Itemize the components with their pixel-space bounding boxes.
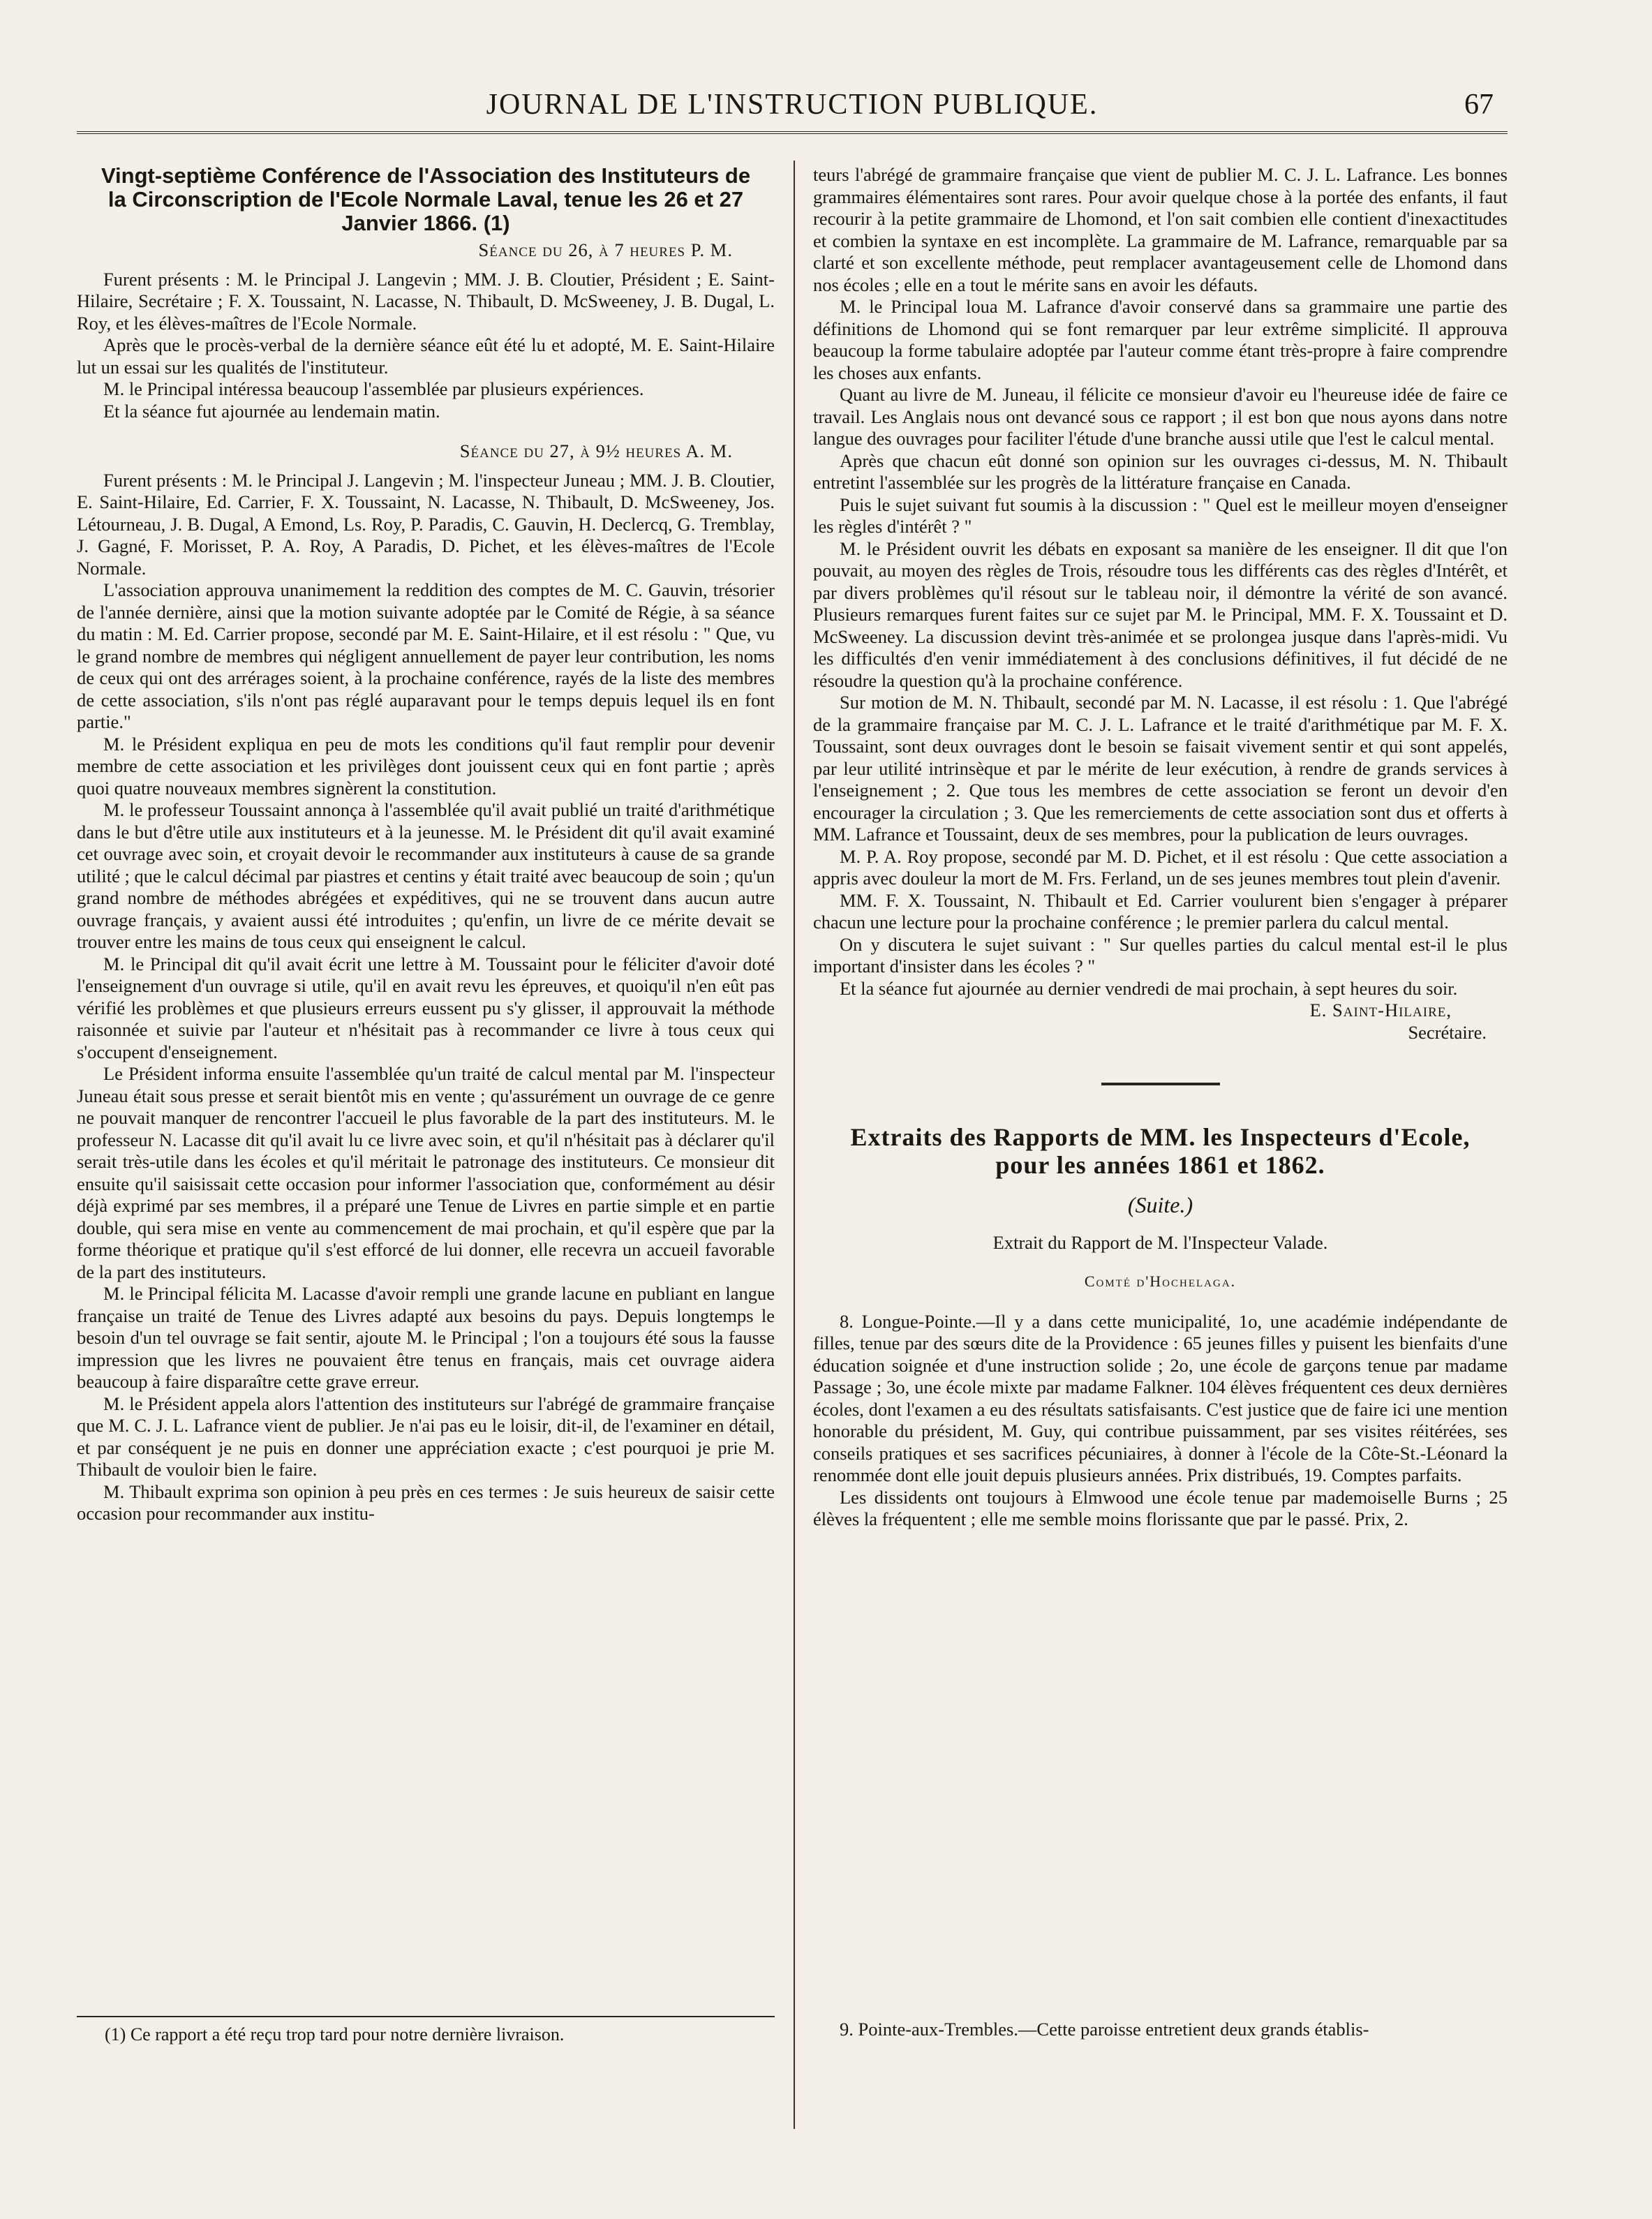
head-rule [77,131,1508,136]
paragraph: Et la séance fut ajournée au lendemain matin. [103,400,440,422]
continuation-note: (Suite.) [1127,1192,1193,1217]
paragraph: M. le Principal intéressa beaucoup l'assemblée par plusieurs expériences. [103,378,644,399]
signature-name: E. Saint-Hilaire, [1309,1000,1452,1021]
left-column [77,164,775,1525]
paragraph: M. le Principal loua M. Lafrance d'avoir conservé dans sa grammaire une partie des définitions de Lhomond qui se font remarquer par leur extrême simplicité. Il approuva beaucoup la forme tabulaire adoptée par l'auteur comme étant très-propre à faire comprendre les choses aux enfants. [813,296,1508,383]
paragraph: MM. F. X. Toussaint, N. Thibault et Ed. Carrier voulurent bien s'engager à préparer chacun une lecture pour la prochaine conférence ; le premier parlera du calcul mental. [813,889,1508,933]
paragraph: 8. Longue-Pointe.—Il y a dans cette municipalité, 1o, une académie indépendante de filles, tenue par des sœurs dite de la Providence : 65 jeunes filles y puisent les bienfaits d'une éducation soignée et d'une instruction solide ; 2o, une école de garçons tenue par madame Passage ; 3o, une école mixte par madame Falkner. 104 élèves fréquentent ces deux dernières écoles, dont l'examen a eu des résultats satisfaisants. C'est justice que de faire ici une mention honorable du président, M. Guy, qui contribue puissamment, par ses visites réitérées, ses conseils pratiques et ses sacrifices pécuniaires, à donner à l'école de la Côte-St.-Léonard la renommée dont elle jouit depuis plusieurs années. Prix distribués, 19. Comptes parfaits. [813,1310,1508,1485]
paragraph: M. le Président expliqua en peu de mots les conditions qu'il faut remplir pour devenir membre de cette association et les privilèges dont jouissent ceux qui en font partie ; après quoi quatre nouveaux membres signèrent la constitution. [77,733,775,799]
paragraph: L'association approuva unanimement la reddition des comptes de M. C. Gauvin, trésorier de l'année dernière, ainsi que la motion suivante adoptée par le Comité de Régie, à sa séance du matin : M. Ed. Carrier propose, secondé par M. E. Saint-Hilaire, et il est résolu : " Que, vu le grand nombre de membres qui négligent annuellement de payer leur contribution, les noms de ceux qui ont des arrérages soient, à la prochaine conférence, rayés de la liste des membres de cette association, s'ils n'ont pas réglé auparavant pour le temps depuis lequel ils en font partie." [77,579,775,732]
paragraph: Furent présents : M. le Principal J. Langevin ; MM. J. B. Cloutier, Président ; E. Saint-Hilaire, Secrétaire ; F. X. Toussaint, N. Lacasse, N. Thibault, D. McSweeney, J. B. Dugal, L. Roy, et les élèves-maîtres de l'Ecole Normale. [77,268,775,334]
extract-heading: Extrait du Rapport de M. l'Inspecteur Valade. [992,1231,1328,1253]
paragraph: Le Président informa ensuite l'assemblée qu'un traité de calcul mental par M. l'inspecteur Juneau était sous presse et serait bientôt mis en vente ; qu'assurément un ouvrage de ce genre ne pouvait manquer de rencontrer l'accueil le plus favorable de la part des instituteurs. M. le professeur N. Lacasse dit qu'il avait lu ce livre avec soin, et qu'il n'hésitait pas à déclarer qu'il serait très-utile dans les écoles et qu'il méritait le patronage des instituteurs. Ce monsieur dit ensuite qu'il saisissait cette occasion pour informer l'association que, conformément au désir déjà exprimé par ses membres, il a préparé une Tenue de Livres en partie simple et en partie double, qui sera mise en vente au commencement de mai prochain, et qu'il espère que par la forme théorique et pratique qu'il s'est efforcé de lui donner, elle recevra un accueil favorable de la part des instituteurs. [77,1063,775,1282]
paragraph: M. le Président ouvrit les débats en exposant sa manière de les enseigner. Il dit que l'on pouvait, au moyen des règles de Trois, résoudre tous les différents cas des règles d'Intérêt, et par divers problèmes qu'il résout sur le tableau noir, il démontre la vérité de son avancé. Plusieurs remarques furent faites sur ce sujet par M. le Principal, MM. F. X. Toussaint et D. McSweeney. La discussion devint très-animée et se prolongea jusque dans l'après-midi. Vu les difficultés d'en venir immédiatement à des conclusions définitives, il fut décidé de ne résoudre la question qu'à la prochaine conférence. [813,537,1508,691]
paragraph: On y discutera le sujet suivant : " Sur quelles parties du calcul mental est-il le plus important d'insister dans les écoles ? " [813,933,1508,977]
paragraph: M. le Président appela alors l'attention des instituteurs sur l'abrégé de grammaire française que M. C. J. L. Lafrance vient de publier. Je n'ai pas eu le loisir, dit-il, de l'examiner en détail, et par conséquent je ne puis en donner une appréciation exacte ; c'est pourquoi je prie M. Thibault de vouloir bien le faire. [77,1393,775,1480]
paragraph: M. le Principal dit qu'il avait écrit une lettre à M. Toussaint pour le féliciter d'avoir doté l'enseignement d'un ouvrage si utile, qu'il en avait revu les épreuves, et quoiqu'il n'en eût pas vérifié les problèmes et que plusieurs erreurs eussent pu s'y glisser, il approuvait la méthode raisonnée et suivie par l'auteur et n'hésitait pas à recommander ce livre à tous ceux qui s'occupent d'enseignement. [77,953,775,1062]
footnote: (1) Ce rapport a été reçu trop tard pour notre dernière livraison. [105,2024,565,2044]
running-head [77,84,1508,133]
paragraph: Sur motion de M. N. Thibault, secondé par M. N. Lacasse, il est résolu : 1. Que l'abrégé de la grammaire française par M. C. J. L. Lafrance et le traité d'arithmétique par M. F. X. Toussaint, sont deux ouvrages dont le besoin se faisait vivement sentir et qui sont appelés, par leur utilité intrinsèque et par le mérite de leur exécution, à rendre de grands services à l'enseignement ; 2. Que tous les membres de cette association se feront un devoir d'en encourager la circulation ; 3. Que les remerciements de cette association sont dus et offerts à MM. Lafrance et Toussaint, deux de ses membres, pour la publication de leurs ouvrages. [813,692,1508,845]
paragraph: Les dissidents ont toujours à Elmwood une école tenue par mademoiselle Burns ; 25 élèves la fréquentent ; elle me semble moins florissante que par le passé. Prix, 2. [813,1486,1508,1529]
article-title: Vingt-septième Conférence de l'Association des Instituteurs de la Circonscription de l'Ecole Normale Laval, tenue les 26 et 27 Janvier 1866. (1) [101,163,751,235]
column-divider [794,161,795,2129]
section-separator [1101,1083,1220,1085]
running-title: JOURNAL DE L'INSTRUCTION PUBLIQUE. [486,89,1099,121]
paragraph: M. P. A. Roy propose, secondé par M. D. Pichet, et il est résolu : Que cette association a appris avec douleur la mort de M. Frs. Ferland, un de ses jeunes membres tout plein d'avenir. [813,845,1508,889]
paragraph: Puis le sujet suivant fut soumis à la discussion : " Quel est le meilleur moyen d'enseigner les règles d'intérêt ? " [813,493,1508,537]
paragraph: Après que le procès-verbal de la dernière séance eût été lu et adopté, M. E. Saint-Hilaire lut un essai sur les qualités de l'instituteur. [77,334,775,378]
paragraph: Après que chacun eût donné son opinion sur les ouvrages ci-dessus, M. N. Thibault entretint l'assemblée sur les progrès de la littérature française en Canada. [813,450,1508,493]
paragraph: Furent présents : M. le Principal J. Langevin ; M. l'inspecteur Juneau ; MM. J. B. Cloutier, E. Saint-Hilaire, Ed. Carrier, F. X. Toussaint, N. Lacasse, N. Thibault, D. McSweeney, Jos. Létourneau, J. B. Dugal, A Emond, Ls. Roy, P. Paradis, C. Gauvin, H. Declercq, G. Tremblay, J. Gagné, F. Morisset, P. A. Roy, A Paradis, D. Pichet, et les élèves-maîtres de l'Ecole Normale. [77,469,775,579]
article-title: Extraits des Rapports de MM. les Inspecteurs d'Ecole, pour les années 1861 et 1862. [850,1123,1471,1179]
right-column [813,164,1508,1531]
footnote-rule [77,2016,775,2017]
paragraph: teurs l'abrégé de grammaire française que vient de publier M. C. J. L. Lafrance. Les bonnes grammaires élémentaires sont rares. Pour avoir quelque chose à la portée des enfants, il faut recourir à la petite grammaire de Lhomond, et l'on sait combien elle contient d'inexactitudes et combien la syntaxe en est incomplète. La grammaire de M. Lafrance, remarquable par sa clarté et son excellente méthode, peut remplacer avantageusement celle de Lhomond dans nos écoles ; elle en a tout le mérite sans en avoir les défauts. [813,164,1508,295]
session-heading: Séance du 27, à 9½ heures A. M. [459,440,733,461]
signature-role: Secrétaire. [1408,1021,1487,1043]
county-heading: Comté d'Hochelaga. [1084,1272,1237,1290]
page-number: 67 [1464,89,1494,121]
journal-page [77,77,1508,2178]
paragraph: Et la séance fut ajournée au dernier vendredi de mai prochain, à sept heures du soir. [840,977,1458,999]
continued-line: 9. Pointe-aux-Trembles.—Cette paroisse entretient deux grands établis- [840,2019,1369,2040]
paragraph: Quant au livre de M. Juneau, il félicite ce monsieur d'avoir eu l'heureuse idée de faire ce travail. Les Anglais nous ont devancé sous ce rapport ; il est bon que nous ayons dans notre langue des ouvrages pour faciliter l'étude d'une branche aussi utile que l'est le calcul mental. [813,384,1508,449]
paragraph: M. Thibault exprima son opinion à peu près en ces termes : Je suis heureux de saisir cette occasion pour recommander aux institu- [77,1480,775,1524]
paragraph: M. le Principal félicita M. Lacasse d'avoir rempli une grande lacune en publiant en langue française un traité de Tenue des Livres adapté aux besoins du pays. Depuis longtemps le besoin d'un tel ouvrage se fait sentir, ajoute M. le Principal ; l'on a toujours été sous la fausse impression que les livres ne pouvaient être tenus en français, mais cet ouvrage aidera beaucoup à faire disparaître cette grave erreur. [77,1283,775,1392]
session-heading: Séance du 26, à 7 heures P. M. [478,239,733,260]
paragraph: M. le professeur Toussaint annonça à l'assemblée qu'il avait publié un traité d'arithmétique dans le but d'être utile aux instituteurs et à la jeunesse. M. le Président dit qu'il avait examiné cet ouvrage avec soin, et croyait devoir le recommander aux instituteurs à cause de sa grande utilité ; que le calcul décimal par piastres et centins y était traité avec beaucoup de soin ; qu'un grand nombre de méthodes abrégées et expéditives, qui ne se trouvent dans aucun autre ouvrage français, y avaient aussi été introduites ; qu'enfin, un livre de ce mérite devait se trouver entre les mains de tous ceux qui enseignent le calcul. [77,799,775,952]
